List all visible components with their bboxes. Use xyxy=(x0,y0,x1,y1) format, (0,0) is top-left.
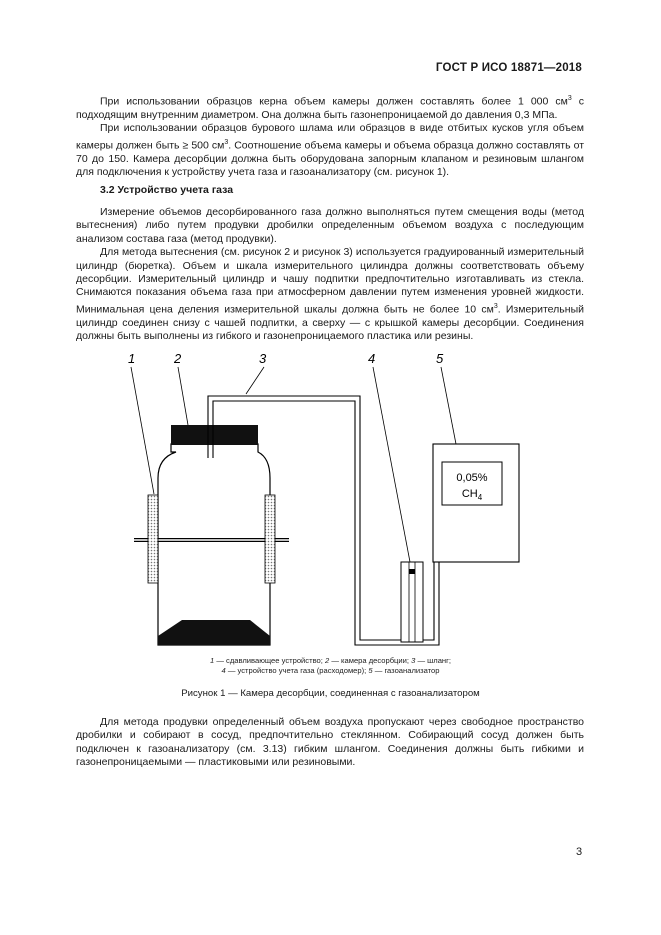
text-run: Для метода вытеснения (см. рисунок 2 и рисунок 3) используется градуированный измерительный цилиндр (бюретка). Объем и шкала измерительного цилиндра должны соответствовать объему десорбции. Измерительный цилиндр и чашу подпитки предпочтительно изготавливать из стекла. Снимаются показания объема газа при атмосферном давлении путем изменения уровней жидкости. Минимальная цена деления измерительной шкалы должна быть не более 10 см xyxy=(76,246,584,316)
legend-text: — сдавливающее устройство; xyxy=(214,656,325,665)
legend-number: 1 xyxy=(210,656,215,665)
text-run: . Измерительный цилиндр соединен снизу с чашей подпитки, а сверху — с крышкой камеры десорбции. Соединения должны быть выполнены из гибкого и газонепроницаемого пластика или резины. xyxy=(76,303,584,343)
text-run: При использовании образцов бурового шлама или образцов в виде отбитых кусков угля объем камеры должен быть ≥ 500 см xyxy=(76,122,584,152)
paragraph: Измерение объемов десорбированного газа должно выполняться путем смещения воды (метод вытеснения) либо путем продувки дробилки определенным объемом воздуха с последующим анализом состава газа (метод продувки). xyxy=(76,206,584,245)
closing-paragraphs xyxy=(76,716,584,770)
clamp-plate xyxy=(265,495,275,583)
callout-number: 1 xyxy=(128,351,136,366)
legend-number: 2 xyxy=(324,656,330,665)
superscript: 3 xyxy=(224,138,229,146)
legend-number: 4 xyxy=(221,666,226,675)
callout-number: 4 xyxy=(368,351,376,366)
superscript: 3 xyxy=(567,95,572,102)
legend-number: 5 xyxy=(368,666,373,675)
text-run: . Соотношение объема камеры и объема образца должно составлять от 70 до 150. Камера десорбции должна быть оборудована запорным клапаном и резиновым шлангом для подключения к устройству учета газа и газоанализатору (см. рисунок 1). xyxy=(76,139,585,179)
clamp-plate xyxy=(148,495,158,583)
page-header: ГОСТ Р ИСО 18871—2018 xyxy=(435,62,582,74)
formula-main: CH xyxy=(461,488,478,500)
text-run: с подходящим внутренним диаметром. Она должна быть газонепроницаемой до давления 0,3 МПа. xyxy=(76,95,585,121)
legend-text: — шланг; xyxy=(415,656,451,665)
leader-line xyxy=(131,367,154,494)
callout-number: 2 xyxy=(174,351,182,366)
desorption-chamber xyxy=(158,444,270,645)
legend-text: — газоанализатор xyxy=(372,666,440,675)
page-number: 3 xyxy=(576,846,583,858)
figure-legend xyxy=(100,656,561,676)
leader-line xyxy=(441,367,456,444)
flow-meter-float xyxy=(409,569,415,574)
leader-line xyxy=(178,367,188,425)
section-heading: 3.2 Устройство учета газа xyxy=(100,184,234,196)
superscript: 3 xyxy=(493,302,498,310)
chamber-lid xyxy=(171,425,258,445)
leader-line xyxy=(373,367,410,562)
callout-number: 5 xyxy=(436,351,444,366)
text-run: При использовании образцов керна объем камеры должен составлять более 1 000 см xyxy=(100,95,568,108)
figure-caption: Рисунок 1 — Камера десорбции, соединенная с газоанализатором xyxy=(181,688,480,699)
legend-number: 3 xyxy=(411,656,416,665)
paragraph: Для метода продувки определенный объем воздуха пропускают через свободное пространство дробилки и собирают в сосуд, предпочтительно стеклянном. Собирающий сосуд должен быть подключен к газоанализатору (см. 3.13) гибким шлангом. Соединения должны быть гибкими и газонепроницаемыми — пластиковыми или резиновыми. xyxy=(76,716,584,769)
legend-text: — камера десорбции; xyxy=(329,656,412,665)
leader-line xyxy=(246,367,264,394)
formula-subscript: 4 xyxy=(477,493,483,502)
legend-text: — устройство учета газа (расходомер); xyxy=(225,666,369,675)
callout-number: 3 xyxy=(259,351,267,366)
display-reading: 0,05% xyxy=(456,472,488,484)
